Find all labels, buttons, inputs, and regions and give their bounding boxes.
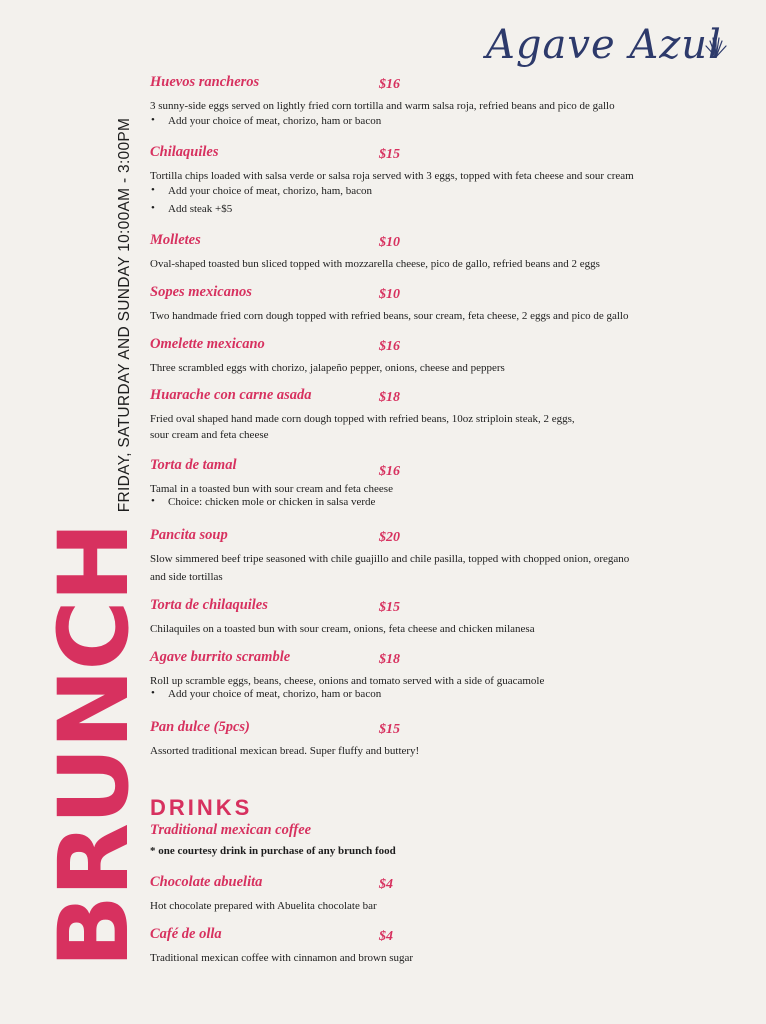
item-description: Tamal in a toasted bun with sour cream and feta cheese bbox=[150, 483, 393, 495]
menu-title-text: BRUNCH bbox=[38, 523, 150, 968]
bullet-dot: • bbox=[151, 202, 155, 214]
item-description: Assorted traditional mexican bread. Super fluffy and buttery! bbox=[150, 745, 420, 757]
item-name: Molletes bbox=[150, 232, 201, 248]
item-price: $20 bbox=[379, 530, 400, 545]
item-price: $15 bbox=[379, 600, 400, 615]
bullet-dot: • bbox=[151, 495, 155, 507]
item-name: Agave burrito scramble bbox=[150, 649, 291, 665]
item-option-text: Add your choice of meat, chorizo, ham or bacon bbox=[168, 688, 382, 700]
bullet-dot: • bbox=[151, 184, 155, 196]
item-name: Sopes mexicanos bbox=[150, 284, 252, 300]
item-description-cont: sour cream and feta cheese bbox=[150, 429, 269, 441]
item-description-cont: and side tortillas bbox=[150, 571, 223, 583]
item-name: Chocolate abuelita bbox=[150, 874, 263, 890]
item-price: $4 bbox=[379, 929, 393, 944]
item-description: Oval-shaped toasted bun sliced topped with mozzarella cheese, pico de gallo, refried beans and 2 eggs bbox=[150, 258, 600, 270]
item-description: Fried oval shaped hand made corn dough topped with refried beans, 10oz striploin steak, 2 eggs, bbox=[150, 413, 575, 425]
drinks-heading: DRINKS bbox=[150, 795, 253, 820]
item-name: Omelette mexicano bbox=[150, 336, 265, 352]
agave-icon bbox=[704, 36, 728, 58]
item-option-text: Add your choice of meat, chorizo, ham, bacon bbox=[168, 185, 373, 197]
drink-note: * one courtesy drink in purchase of any brunch food bbox=[150, 845, 396, 857]
item-name: Huevos rancheros bbox=[150, 74, 260, 90]
item-price: $15 bbox=[379, 147, 400, 162]
item-name: Torta de tamal bbox=[150, 457, 237, 473]
item-description: Hot chocolate prepared with Abuelita chocolate bar bbox=[150, 900, 377, 912]
bullet-dot: • bbox=[151, 687, 155, 699]
item-description: Traditional mexican coffee with cinnamon and brown sugar bbox=[150, 952, 414, 964]
item-price: $15 bbox=[379, 722, 400, 737]
item-option-text: Add your choice of meat, chorizo, ham or bacon bbox=[168, 115, 382, 127]
item-price: $18 bbox=[379, 390, 400, 405]
item-name: Café de olla bbox=[150, 926, 222, 942]
item-description: Tortilla chips loaded with salsa verde or salsa roja served with 3 eggs, topped with feta cheese and sour cream bbox=[150, 170, 634, 182]
item-name: Huarache con carne asada bbox=[150, 387, 312, 403]
item-name: Chilaquiles bbox=[150, 144, 219, 160]
item-price: $10 bbox=[379, 287, 400, 302]
item-price: $10 bbox=[379, 235, 400, 250]
item-description: 3 sunny-side eggs served on lightly fried corn tortilla and warm salsa roja, refried beans and pico de gallo bbox=[150, 100, 615, 112]
menu-title bbox=[38, 523, 150, 968]
item-name: Traditional mexican coffee bbox=[150, 822, 312, 838]
item-description: Chilaquiles on a toasted bun with sour cream, onions, feta cheese and chicken milanesa bbox=[150, 623, 535, 635]
item-description: Three scrambled eggs with chorizo, jalapeño pepper, onions, cheese and peppers bbox=[150, 362, 505, 374]
item-name: Pancita soup bbox=[150, 527, 228, 543]
item-price: $16 bbox=[379, 77, 400, 92]
bullet-dot: • bbox=[151, 114, 155, 126]
item-price: $16 bbox=[379, 339, 400, 354]
item-price: $18 bbox=[379, 652, 400, 667]
logo-text: Agave Azul bbox=[486, 22, 722, 68]
item-name: Torta de chilaquiles bbox=[150, 597, 268, 613]
item-description: Slow simmered beef tripe seasoned with chile guajillo and chile pasilla, topped with chopped onion, oregano bbox=[150, 553, 630, 565]
item-option-text: Add steak +$5 bbox=[168, 203, 233, 215]
item-price: $16 bbox=[379, 464, 400, 479]
item-name: Pan dulce (5pcs) bbox=[150, 719, 250, 735]
item-description: Roll up scramble eggs, beans, cheese, onions and tomato served with a side of guacamole bbox=[150, 675, 545, 687]
item-price: $4 bbox=[379, 877, 393, 892]
brunch-hours bbox=[113, 117, 137, 513]
item-option-text: Choice: chicken mole or chicken in salsa verde bbox=[168, 496, 376, 508]
hours-text: FRIDAY, SATURDAY AND SUNDAY 10:00AM - 3:00PM bbox=[116, 117, 133, 513]
logo bbox=[486, 14, 736, 84]
item-description: Two handmade fried corn dough topped with refried beans, sour cream, feta cheese, 2 eggs and pico de gallo bbox=[150, 310, 629, 322]
